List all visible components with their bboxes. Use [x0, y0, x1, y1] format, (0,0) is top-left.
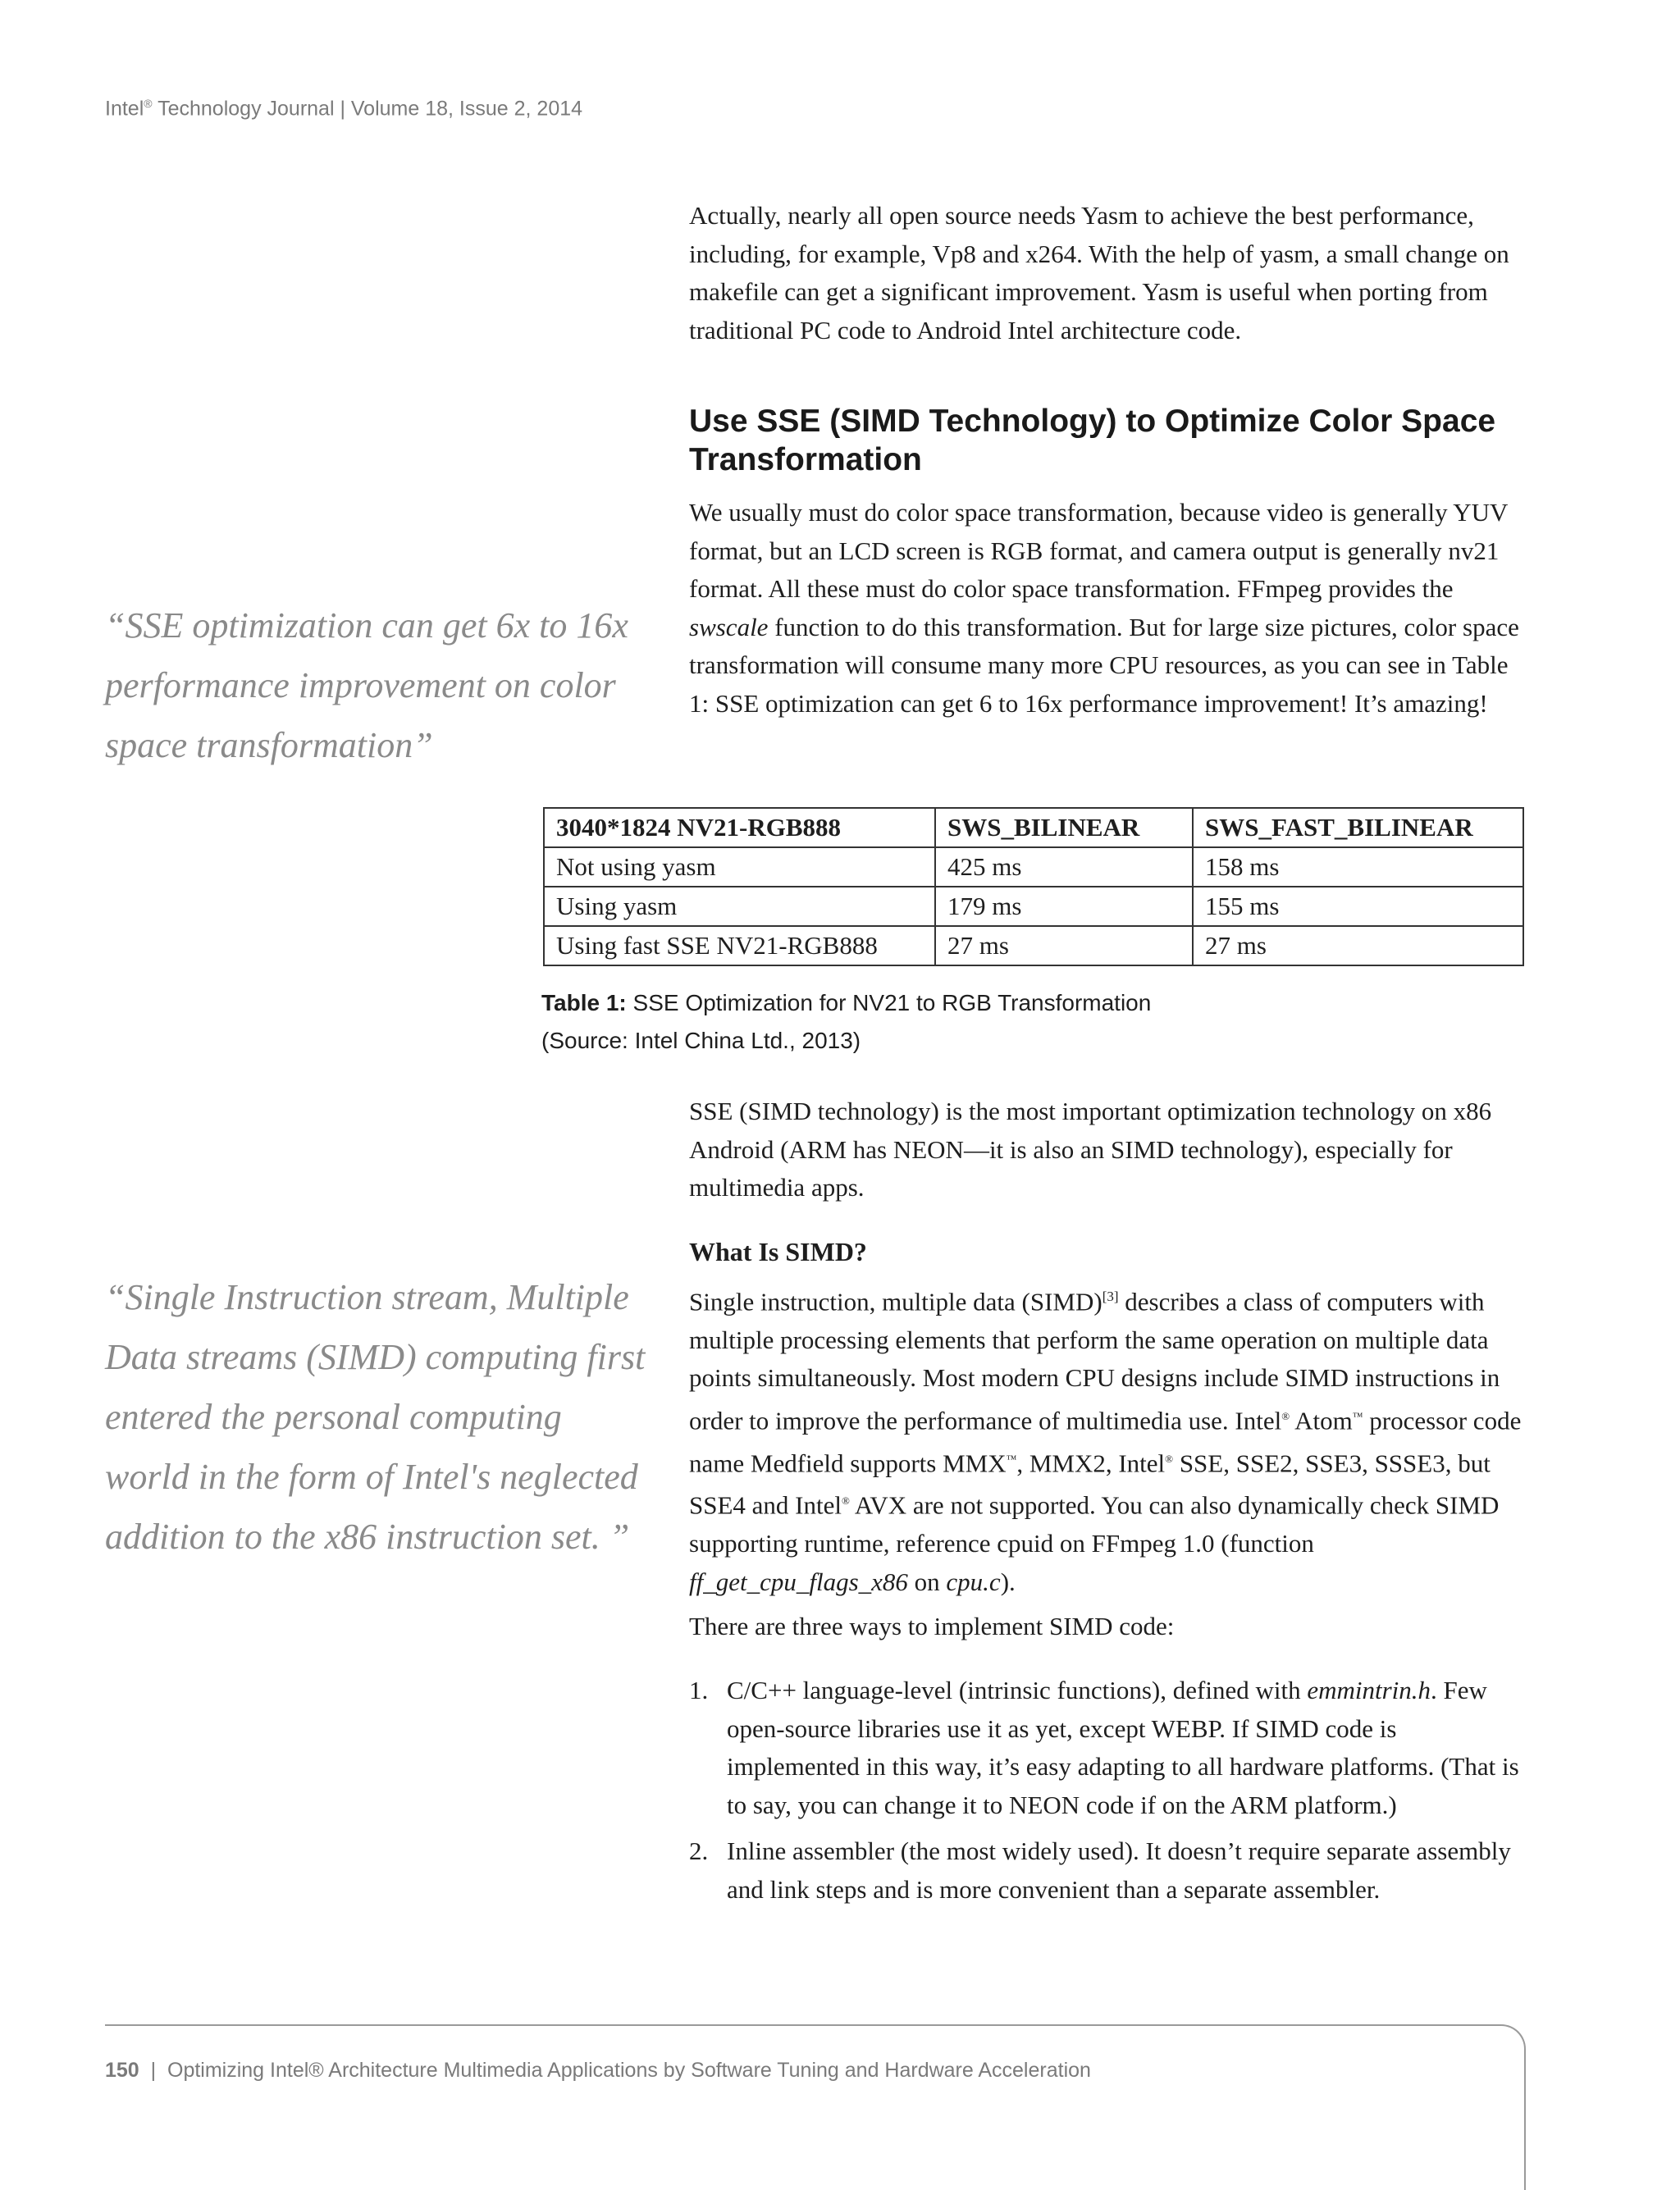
results-table — [543, 807, 1524, 966]
simd-paragraph: Single instruction, multiple data (SIMD)[3] describes a class of computers with multiple processing elements that perform the same operation on multiple data points simultaneously. Most modern CPU designs include SIMD instructions in order to improve the performance of multimedia use. Intel® Atom™ processor code name Medfield supports MMX™, MMX2, Intel® SSE, SSE2, SSE3, SSSE3, but SSE4 and Intel® AVX are not supported. You can also dynamically check SIMD supporting runtime, reference cpuid on FFmpeg 1.0 (function ff_get_cpu_flags_x86 on cpu.c). — [689, 1287, 1522, 1596]
table-caption: Table 1: SSE Optimization for NV21 to RGB Transformation (Source: Intel China Ltd., 2013) — [541, 990, 1152, 1053]
table-cell: 179 ms — [935, 887, 1193, 926]
sse-paragraph: SSE (SIMD technology) is the most important optimization technology on x86 Android (ARM has NEON—it is also an SIMD technology), especially for multimedia apps. — [689, 1097, 1492, 1202]
table-header-cell: 3040*1824 NV21-RGB888 — [544, 808, 935, 847]
running-header: Intel® Technology Journal | Volume 18, Issue 2, 2014 — [105, 97, 583, 121]
list-item: 2. Inline assembler (the most widely used). It doesn’t require separate assembly and link steps and is more convenient than a separate assembler. — [689, 1836, 1511, 1904]
table-row — [544, 926, 1523, 965]
running-footer: 150 | Optimizing Intel® Architecture Multimedia Applications by Software Tuning and Hardware Acceleration — [105, 2059, 1091, 2082]
table-header-row — [544, 808, 1523, 847]
pull-quote-2: “Single Instruction stream, Multiple Data streams (SIMD) computing first entered the personal computing world in the form of Intel's neglected addition to the x86 instruction set. ” — [105, 1277, 646, 1557]
table-cell: 158 ms — [1193, 847, 1523, 887]
subheading: What Is SIMD? — [689, 1237, 867, 1266]
table-header-cell: SWS_FAST_BILINEAR — [1193, 808, 1523, 847]
table-cell: Not using yasm — [544, 847, 935, 887]
table-cell: Using fast SSE NV21-RGB888 — [544, 926, 935, 965]
footer-title: Optimizing Intel® Architecture Multimedia Applications by Software Tuning and Hardware Acceleration — [167, 2059, 1091, 2082]
table-cell: 27 ms — [1193, 926, 1523, 965]
pull-quote-1: “SSE optimization can get 6x to 16x performance improvement on color space transformation” — [105, 605, 628, 765]
table-row — [544, 887, 1523, 926]
table-cell: 155 ms — [1193, 887, 1523, 926]
table-row — [544, 847, 1523, 887]
table-header-cell: SWS_BILINEAR — [935, 808, 1193, 847]
footer-rule — [105, 2024, 1526, 2190]
table-cell: Using yasm — [544, 887, 935, 926]
section-heading: Use SSE (SIMD Technology) to Optimize Color Space Transformation — [689, 404, 1496, 477]
table-cell: 27 ms — [935, 926, 1193, 965]
table-cell: 425 ms — [935, 847, 1193, 887]
section-paragraph: We usually must do color space transformation, because video is generally YUV format, but an LCD screen is RGB format, and camera output is generally nv21 format. All these must do color space transformation. FFmpeg provides the swscale function to do this transformation. But for large size pictures, color space transformation will consume many more CPU resources, as you can see in Table 1: SSE optimization can get 6 to 16x performance improvement! It’s amazing! — [689, 498, 1519, 718]
list-item: 1. C/C++ language-level (intrinsic functions), defined with emmintrin.h. Few open-source libraries use it as yet, except WEBP. If SIMD code is implemented in this way, it’s easy adapting to all hardware platforms. (That is to say, you can change it to NEON code if on the ARM platform.) — [689, 1676, 1519, 1819]
page-number: 150 — [105, 2059, 139, 2082]
implementation-list — [689, 1672, 1526, 1917]
intro-paragraph: Actually, nearly all open source needs Yasm to achieve the best performance, including, for example, Vp8 and x264. With the help of yasm, a small change on makefile can get a significant improvement. Yasm is useful when porting from traditional PC code to Android Intel architecture code. — [689, 201, 1509, 344]
three-ways-paragraph: There are three ways to implement SIMD code: — [689, 1612, 1175, 1640]
